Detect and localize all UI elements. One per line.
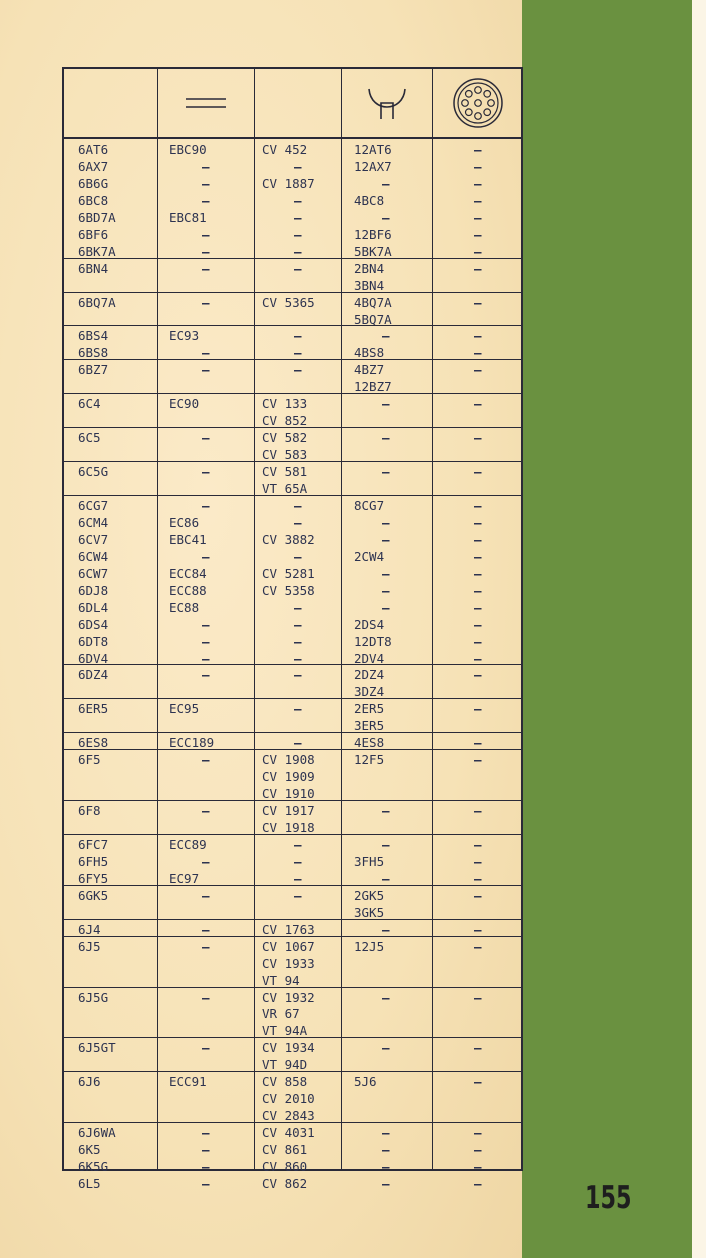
heater-variant-cell: 8CG7 — [354, 497, 385, 513]
equivalent-cell: – — [202, 650, 210, 666]
socket-cell: – — [474, 1040, 482, 1056]
cv-cell: CV 5358 — [262, 582, 315, 598]
socket-cell: – — [474, 328, 482, 344]
row-separator — [64, 664, 521, 665]
cv-cell: – — [294, 260, 302, 276]
cv-cell: – — [294, 887, 302, 903]
equivalent-cell: – — [202, 243, 210, 259]
cv-cell: CV 133 — [262, 396, 308, 412]
socket-cell: – — [474, 294, 482, 310]
type-cell: 6CG7 — [78, 497, 109, 513]
cv-cell: CV 1067 — [262, 938, 315, 954]
heater-variant-cell: – — [382, 1040, 390, 1056]
type-cell: 6DS4 — [78, 616, 109, 632]
equivalent-cell: EC97 — [169, 870, 200, 886]
row-separator — [64, 393, 521, 394]
equivalent-cell: ECC91 — [169, 1074, 207, 1090]
type-cell: 6GK5 — [78, 887, 109, 903]
equivalent-cell: – — [202, 989, 210, 1005]
heater-variant-cell: – — [382, 989, 390, 1005]
row-separator — [64, 800, 521, 801]
cv-cell: CV 860 — [262, 1159, 308, 1174]
equivalent-cell: – — [202, 1040, 210, 1056]
type-cell: 6C5G — [78, 464, 109, 480]
equivalent-cell: – — [202, 345, 210, 361]
equivalent-cell: – — [202, 752, 210, 768]
socket-cell: – — [474, 1125, 482, 1141]
cv-cell: – — [294, 735, 302, 751]
type-cell: 6C5 — [78, 430, 101, 446]
socket-base-icon — [433, 75, 523, 131]
cv-cell: – — [294, 243, 302, 259]
type-cell: 6DJ8 — [78, 582, 109, 598]
equivalent-cell: EC88 — [169, 599, 200, 615]
cv-cell: CV 3882 — [262, 531, 315, 547]
type-cell: 6K5 — [78, 1142, 101, 1158]
heater-variant-cell: – — [382, 1142, 390, 1158]
cv-cell: – — [294, 328, 302, 344]
type-cell: 6ES8 — [78, 735, 109, 751]
socket-cell: – — [474, 209, 482, 225]
cv-cell: – — [294, 701, 302, 717]
equivalent-cell: EBC90 — [169, 142, 207, 157]
heater-variant-cell: 12AT6 — [354, 142, 392, 157]
row-separator — [64, 1122, 521, 1123]
heater-variant-cell: 2CW4 — [354, 548, 385, 564]
row-separator — [64, 749, 521, 750]
cv-cell: CV 1933 — [262, 955, 315, 971]
heater-variant-cell: – — [382, 582, 390, 598]
socket-cell: – — [474, 599, 482, 615]
heater-variant-cell: – — [382, 803, 390, 819]
equivalent-cell: – — [202, 226, 210, 242]
heater-variant-cell: – — [382, 1175, 390, 1191]
cv-cell: CV 858 — [262, 1074, 308, 1090]
heater-variant-cell: – — [382, 565, 390, 581]
equivalent-cell: ECC88 — [169, 582, 207, 598]
column-divider — [432, 69, 433, 1169]
cv-cell: CV 1763 — [262, 921, 315, 937]
type-cell: 6J6WA — [78, 1125, 116, 1141]
heater-variant-cell: 3FH5 — [354, 853, 385, 869]
cv-cell: – — [294, 226, 302, 242]
row-separator — [64, 732, 521, 733]
socket-cell: – — [474, 396, 482, 412]
heater-variant-cell: – — [382, 328, 390, 344]
type-cell: 6L5 — [78, 1175, 101, 1191]
socket-cell: – — [474, 158, 482, 174]
socket-cell: – — [474, 989, 482, 1005]
equivalent-cell: EC93 — [169, 328, 200, 344]
row-separator — [64, 427, 521, 428]
equivalent-cell: – — [202, 192, 210, 208]
heater-variant-cell: – — [382, 464, 390, 480]
type-cell: 6BQ7A — [78, 294, 116, 310]
heater-variant-cell: – — [382, 870, 390, 886]
column-divider — [341, 69, 342, 1169]
socket-cell: – — [474, 226, 482, 242]
socket-cell: – — [474, 701, 482, 717]
heater-variant-cell: 12F5 — [354, 752, 385, 768]
equivalent-cell: – — [202, 158, 210, 174]
cv-cell: – — [294, 548, 302, 564]
row-separator — [64, 1037, 521, 1038]
equivalent-cell: – — [202, 633, 210, 649]
equivalent-cell: – — [202, 887, 210, 903]
cv-cell: – — [294, 599, 302, 615]
heater-variant-cell: 4BS8 — [354, 345, 385, 361]
socket-cell: – — [474, 752, 482, 768]
heater-variant-cell: 3ER5 — [354, 718, 385, 734]
cv-cell: CV 861 — [262, 1142, 308, 1158]
row-separator — [64, 461, 521, 462]
socket-cell: – — [474, 548, 482, 564]
cv-cell: CV 1887 — [262, 175, 315, 191]
equivalent-cell: EC90 — [169, 396, 200, 412]
heater-variant-cell: – — [382, 1159, 390, 1174]
socket-cell: – — [474, 345, 482, 361]
socket-cell: – — [474, 362, 482, 378]
cv-cell: CV 1917 — [262, 803, 315, 819]
cv-cell: VT 65A — [262, 481, 308, 496]
socket-cell: – — [474, 633, 482, 649]
type-cell: 6DT8 — [78, 633, 109, 649]
cv-cell: CV 1932 — [262, 989, 315, 1005]
type-cell: 6CM4 — [78, 514, 109, 530]
equivalent-cell: – — [202, 938, 210, 954]
cv-cell: – — [294, 158, 302, 174]
socket-cell: – — [474, 260, 482, 276]
type-cell: 6AX7 — [78, 158, 109, 174]
type-cell: 6DV4 — [78, 650, 109, 666]
equivalent-cell: – — [202, 362, 210, 378]
cv-cell: CV 583 — [262, 447, 308, 463]
cv-cell: – — [294, 633, 302, 649]
type-cell: 6J4 — [78, 921, 101, 937]
tube-equivalents-table — [62, 67, 523, 1191]
socket-cell: – — [474, 938, 482, 954]
type-cell: 6B6G — [78, 175, 109, 191]
heater-variant-cell: 2DS4 — [354, 616, 385, 632]
row-separator — [64, 495, 521, 496]
cv-cell: CV 1909 — [262, 769, 315, 785]
socket-cell: – — [474, 836, 482, 852]
equivalent-cell: – — [202, 175, 210, 191]
equivalent-cell: – — [202, 497, 210, 513]
socket-cell: – — [474, 142, 482, 157]
heater-variant-cell: 12AX7 — [354, 158, 392, 174]
cv-cell: – — [294, 192, 302, 208]
socket-cell: – — [474, 514, 482, 530]
type-cell: 6F5 — [78, 752, 101, 768]
type-cell: 6K5G — [78, 1159, 109, 1174]
type-cell: 6BN4 — [78, 260, 109, 276]
heater-variant-cell: 2ER5 — [354, 701, 385, 717]
heater-variant-cell: 12J5 — [354, 938, 385, 954]
socket-cell: – — [474, 735, 482, 751]
row-separator — [64, 834, 521, 835]
socket-cell: – — [474, 667, 482, 683]
heater-variant-cell: 3DZ4 — [354, 684, 385, 700]
type-cell: 6BS4 — [78, 328, 109, 344]
heater-variant-cell: 2BN4 — [354, 260, 385, 276]
header-rule — [64, 137, 521, 139]
cv-cell: – — [294, 853, 302, 869]
socket-cell: – — [474, 1175, 482, 1191]
heater-variant-cell: – — [382, 396, 390, 412]
cv-cell: CV 2010 — [262, 1091, 315, 1107]
equivalent-cell: – — [202, 803, 210, 819]
socket-cell: – — [474, 853, 482, 869]
page-number: 155 — [585, 1180, 632, 1216]
type-cell: 6BS8 — [78, 345, 109, 361]
equivalent-cell: – — [202, 294, 210, 310]
heater-variant-cell: – — [382, 531, 390, 547]
equivalent-cell: EC86 — [169, 514, 200, 530]
type-cell: 6C4 — [78, 396, 101, 412]
row-separator — [64, 936, 521, 937]
socket-cell: – — [474, 497, 482, 513]
cv-cell: CV 4031 — [262, 1125, 315, 1141]
type-cell: 6J6 — [78, 1074, 101, 1090]
equivalent-cell: ECC189 — [169, 735, 215, 751]
socket-cell: – — [474, 887, 482, 903]
socket-cell: – — [474, 430, 482, 446]
cv-cell: – — [294, 497, 302, 513]
socket-cell: – — [474, 464, 482, 480]
row-separator — [64, 885, 521, 886]
type-cell: 6FC7 — [78, 836, 109, 852]
heater-variant-cell: 2DV4 — [354, 650, 385, 666]
cv-cell: VR 67 — [262, 1006, 300, 1022]
row-separator — [64, 325, 521, 326]
type-cell: 6BD7A — [78, 209, 116, 225]
cv-cell: CV 2843 — [262, 1108, 315, 1124]
socket-cell: – — [474, 921, 482, 937]
heater-variant-cell: – — [382, 836, 390, 852]
type-cell: 6FH5 — [78, 853, 109, 869]
socket-cell: – — [474, 192, 482, 208]
type-cell: 6F8 — [78, 803, 101, 819]
heater-variant-cell: 2DZ4 — [354, 667, 385, 683]
cv-cell: CV 1918 — [262, 820, 315, 835]
cv-cell: – — [294, 836, 302, 852]
heater-variant-cell: – — [382, 514, 390, 530]
cv-cell: CV 1934 — [262, 1040, 315, 1056]
cv-cell: CV 5365 — [262, 294, 315, 310]
equivalent-cell: – — [202, 1175, 210, 1191]
type-cell: 6DZ4 — [78, 667, 109, 683]
type-cell: 6CW7 — [78, 565, 109, 581]
equivalent-cell: – — [202, 464, 210, 480]
cv-cell: CV 5281 — [262, 565, 315, 581]
socket-cell: – — [474, 1074, 482, 1090]
equivalent-cell: – — [202, 853, 210, 869]
row-separator — [64, 987, 521, 988]
column-divider — [157, 69, 158, 1169]
type-cell: 6J5 — [78, 938, 101, 954]
socket-cell: – — [474, 531, 482, 547]
type-cell: 6DL4 — [78, 599, 109, 615]
heater-variant-cell: 3GK5 — [354, 904, 385, 920]
type-cell: 6BF6 — [78, 226, 109, 242]
cv-cell: CV 452 — [262, 142, 308, 157]
cv-cell: – — [294, 616, 302, 632]
equivalent-symbol-icon — [158, 75, 254, 131]
heater-variant-cell: 12BF6 — [354, 226, 392, 242]
heater-voltage-icon — [342, 75, 432, 131]
equivalent-cell: – — [202, 1159, 210, 1174]
socket-cell: – — [474, 616, 482, 632]
type-cell: 6AT6 — [78, 142, 109, 157]
cv-cell: VT 94 — [262, 972, 300, 988]
cv-cell: CV 581 — [262, 464, 308, 480]
row-separator — [64, 359, 521, 360]
type-cell: 6BZ7 — [78, 362, 109, 378]
row-separator — [64, 1071, 521, 1072]
equivalent-cell: – — [202, 260, 210, 276]
socket-cell: – — [474, 175, 482, 191]
equivalent-cell: – — [202, 921, 210, 937]
type-cell: 6CV7 — [78, 531, 109, 547]
heater-variant-cell: – — [382, 209, 390, 225]
row-separator — [64, 258, 521, 259]
heater-variant-cell: 4BQ7A — [354, 294, 392, 310]
type-cell: 6BK7A — [78, 243, 116, 259]
type-cell: 6J5GT — [78, 1040, 116, 1056]
equivalent-cell: – — [202, 430, 210, 446]
socket-cell: – — [474, 243, 482, 259]
socket-cell: – — [474, 1159, 482, 1174]
type-cell: 6BC8 — [78, 192, 109, 208]
equivalent-cell: EC95 — [169, 701, 200, 717]
cv-cell: – — [294, 362, 302, 378]
heater-variant-cell: 5BQ7A — [354, 311, 392, 327]
type-cell: 6J5G — [78, 989, 109, 1005]
page-edge — [692, 0, 706, 1258]
equivalent-cell: – — [202, 548, 210, 564]
cv-cell: CV 1910 — [262, 786, 315, 802]
socket-cell: – — [474, 650, 482, 666]
cv-cell: – — [294, 514, 302, 530]
heater-variant-cell: 5BK7A — [354, 243, 392, 259]
cv-cell: CV 1908 — [262, 752, 315, 768]
cv-cell: CV 852 — [262, 413, 308, 429]
heater-variant-cell: 3BN4 — [354, 277, 385, 293]
cv-cell: – — [294, 870, 302, 886]
heater-variant-cell: – — [382, 1125, 390, 1141]
heater-variant-cell: 4BZ7 — [354, 362, 385, 378]
equivalent-cell: EBC41 — [169, 531, 207, 547]
cv-cell: – — [294, 209, 302, 225]
socket-cell: – — [474, 1142, 482, 1158]
green-margin-band — [522, 0, 692, 1258]
cv-cell: VT 94A — [262, 1023, 308, 1039]
heater-variant-cell: – — [382, 921, 390, 937]
equivalent-cell: EBC81 — [169, 209, 207, 225]
heater-variant-cell: 2GK5 — [354, 887, 385, 903]
equivalent-cell: ECC89 — [169, 836, 207, 852]
equivalent-cell: – — [202, 1142, 210, 1158]
socket-cell: – — [474, 582, 482, 598]
socket-cell: – — [474, 870, 482, 886]
heater-variant-cell: 12DT8 — [354, 633, 392, 649]
type-cell: 6CW4 — [78, 548, 109, 564]
row-separator — [64, 919, 521, 920]
cv-cell: VT 94D — [262, 1057, 308, 1073]
heater-variant-cell: 5J6 — [354, 1074, 377, 1090]
row-separator — [64, 292, 521, 293]
socket-cell: – — [474, 803, 482, 819]
cv-cell: – — [294, 345, 302, 361]
cv-cell: – — [294, 667, 302, 683]
cv-cell: CV 582 — [262, 430, 308, 446]
heater-variant-cell: 4ES8 — [354, 735, 385, 751]
heater-variant-cell: – — [382, 599, 390, 615]
row-separator — [64, 698, 521, 699]
cv-cell: CV 862 — [262, 1175, 308, 1191]
equivalent-cell: – — [202, 667, 210, 683]
equivalent-cell: – — [202, 616, 210, 632]
equivalent-cell: – — [202, 1125, 210, 1141]
heater-variant-cell: – — [382, 430, 390, 446]
type-cell: 6FY5 — [78, 870, 109, 886]
equivalent-cell: ECC84 — [169, 565, 207, 581]
socket-cell: – — [474, 565, 482, 581]
heater-variant-cell: 12BZ7 — [354, 379, 392, 395]
heater-variant-cell: 4BC8 — [354, 192, 385, 208]
heater-variant-cell: – — [382, 175, 390, 191]
type-cell: 6ER5 — [78, 701, 109, 717]
column-divider — [254, 69, 255, 1169]
cv-cell: – — [294, 650, 302, 666]
